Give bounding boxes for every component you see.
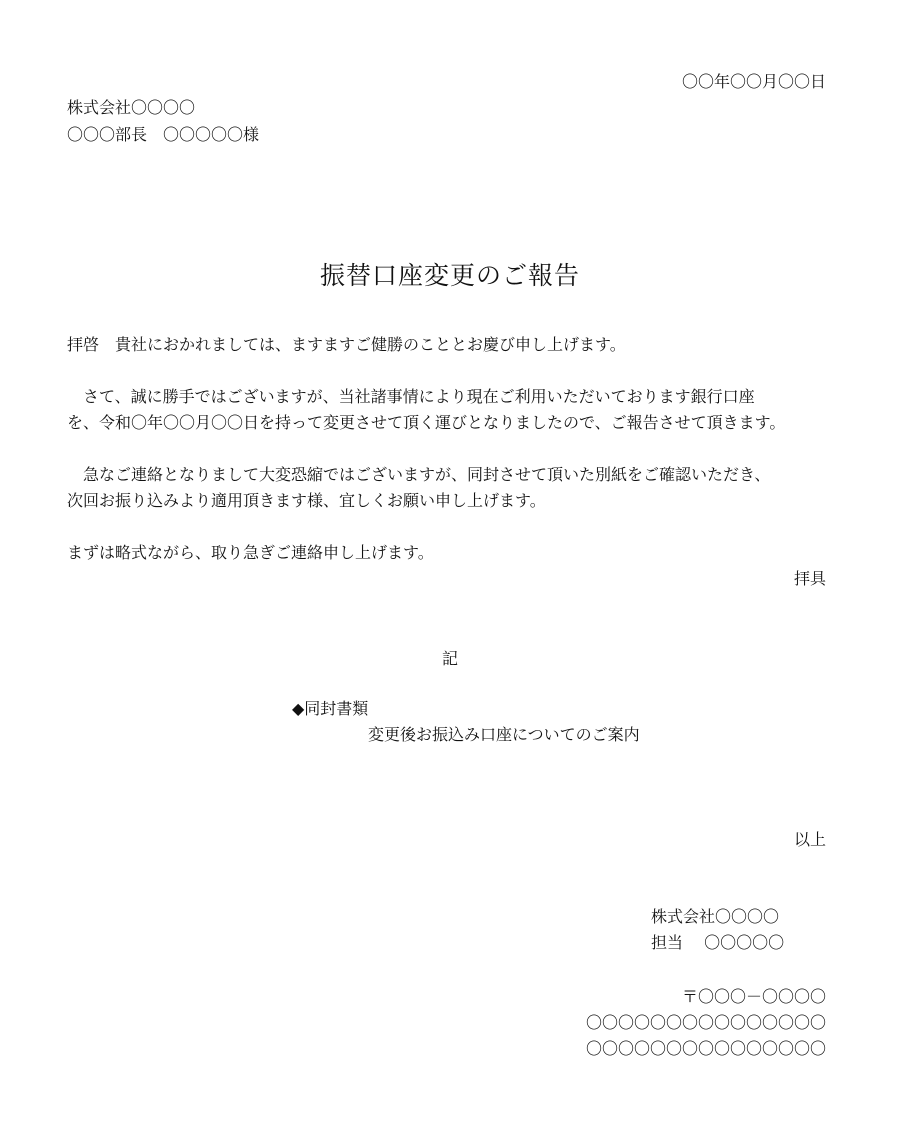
sender-postal-code: 〒〇〇〇－〇〇〇〇: [681, 987, 826, 1006]
document-title: 振替口座変更のご報告: [319, 261, 580, 290]
sender-address-line-1: 〇〇〇〇〇〇〇〇〇〇〇〇〇〇〇: [585, 1013, 826, 1032]
greeting-line: 拝啓 貴社におかれましては、ますますご健勝のこととお慶び申し上げます。: [67, 335, 626, 354]
sender-address-line-2: 〇〇〇〇〇〇〇〇〇〇〇〇〇〇〇: [585, 1039, 826, 1058]
paragraph-3: まずは略式ながら、取り急ぎご連絡申し上げます。: [67, 543, 434, 562]
recipient-company: 株式会社〇〇〇〇: [67, 98, 196, 117]
paragraph-2-line-2: 次回お振り込みより適用頂きます様、宜しくお願い申し上げます。: [67, 491, 546, 510]
paragraph-2-line-1: 急なご連絡となりまして大変恐縮ではございますが、同封させて頂いた別紙をご確認いただき、: [67, 465, 771, 484]
paragraph-1-line-2: を、令和〇年〇〇月〇〇日を持って変更させて頂く運びとなりましたので、ご報告させて頂きます。: [67, 413, 786, 432]
end-mark: 以上: [793, 830, 826, 849]
closing-phrase: 拝具: [793, 569, 826, 588]
sender-company: 株式会社〇〇〇〇: [651, 907, 780, 926]
paragraph-1-line-1: さて、誠に勝手ではございますが、当社諸事情により現在ご利用いただいております銀行口座: [67, 387, 755, 406]
letter-date: 〇〇年〇〇月〇〇日: [681, 72, 826, 91]
enclosure-label: ◆同封書類: [292, 699, 369, 718]
sender-contact: 担当 〇〇〇〇〇: [651, 933, 785, 952]
recipient-person: 〇〇〇部長 〇〇〇〇〇様: [67, 125, 260, 144]
record-heading: 記: [441, 649, 458, 668]
enclosure-item: 変更後お振込み口座についてのご案内: [368, 725, 640, 744]
